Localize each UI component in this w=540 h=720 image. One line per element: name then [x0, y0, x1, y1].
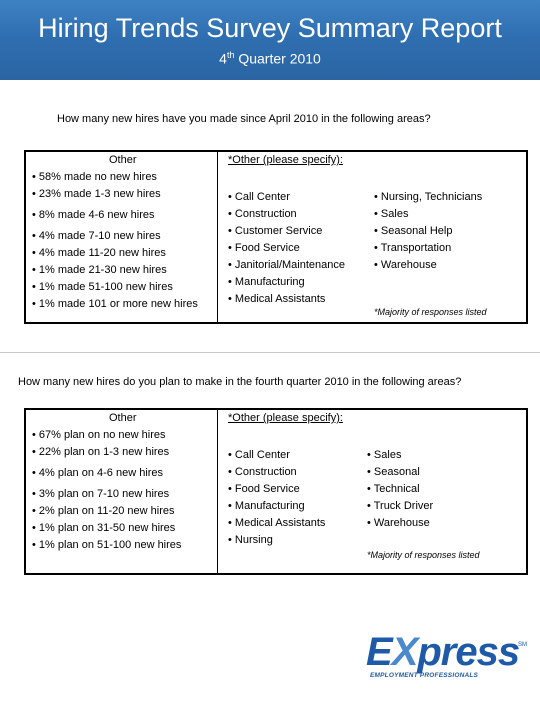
responses-column-1	[32, 152, 198, 313]
list-item: • Call Center	[228, 189, 345, 206]
logo-letters-press: press	[417, 630, 520, 674]
list-item: • Manufacturing	[228, 498, 325, 515]
list-item: • Nursing	[228, 532, 325, 549]
list-item: • Nursing, Technicians	[374, 189, 482, 206]
list-item: • Technical	[367, 481, 433, 498]
logo-wordmark	[366, 632, 519, 672]
list-item: • Manufacturing	[228, 274, 345, 291]
logo-letter-x: X	[391, 630, 418, 674]
list-item: • Call Center	[228, 447, 325, 464]
subtitle-ordinal: th	[226, 50, 235, 60]
list-item: • 4% made 11-20 new hires	[32, 245, 198, 262]
subtitle-quarter-text: Quarter 2010	[234, 50, 321, 67]
logo-tagline: EMPLOYMENT PROFESSIONALS	[370, 672, 479, 679]
plans-group-b	[32, 465, 181, 482]
list-item: • 1% plan on 31-50 new hires	[32, 520, 181, 537]
list-item: • Medical Assistants	[228, 291, 345, 308]
list-item: • 1% plan on 51-100 new hires	[32, 537, 181, 554]
report-subtitle	[0, 46, 540, 68]
list-item: • 58% made no new hires	[32, 169, 198, 186]
list-item: • 1% made 21-30 new hires	[32, 262, 198, 279]
majority-note: *Majority of responses listed	[374, 307, 487, 317]
plans-column-1	[32, 410, 181, 554]
answer-box-1	[24, 150, 528, 324]
other-list-2	[367, 447, 433, 532]
other-heading-wrap	[228, 152, 343, 169]
list-item: • Warehouse	[374, 257, 482, 274]
list-item: • Customer Service	[228, 223, 345, 240]
list-item: • 1% made 51-100 new hires	[32, 279, 198, 296]
list-item: • 22% plan on 1-3 new hires	[32, 444, 181, 461]
list-item: • 23% made 1-3 new hires	[32, 186, 198, 203]
other-heading: *Other (please specify):	[228, 154, 343, 166]
list-item: • 8% made 4-6 new hires	[32, 207, 198, 224]
answer-box-2	[24, 408, 528, 575]
responses-group-c	[32, 228, 198, 313]
column-divider	[217, 410, 218, 573]
list-item: • Janitorial/Maintenance	[228, 257, 345, 274]
logo-trademark: SM	[518, 642, 527, 648]
title-banner	[0, 0, 540, 80]
question-1: How many new hires have you made since April 2010 in the following areas?	[57, 113, 431, 125]
list-item: • Medical Assistants	[228, 515, 325, 532]
list-item: • 3% plan on 7-10 new hires	[32, 486, 181, 503]
subtitle-quarter-number: 4	[219, 50, 227, 67]
column-divider	[217, 152, 218, 322]
list-item: • 4% plan on 4-6 new hires	[32, 465, 181, 482]
question-2: How many new hires do you plan to make in the fourth quarter 2010 in the following areas?	[18, 376, 462, 388]
list-item: • Seasonal Help	[374, 223, 482, 240]
plans-group-a	[32, 427, 181, 461]
other-heading: *Other (please specify):	[228, 412, 343, 424]
plans-heading: Other	[109, 412, 137, 424]
list-item: • Sales	[367, 447, 433, 464]
list-item: • Food Service	[228, 240, 345, 257]
list-item: • Transportation	[374, 240, 482, 257]
responses-group-a	[32, 169, 198, 203]
list-item: • Truck Driver	[367, 498, 433, 515]
majority-note: *Majority of responses listed	[367, 550, 480, 560]
list-item: • Construction	[228, 206, 345, 223]
list-item: • 4% made 7-10 new hires	[32, 228, 198, 245]
list-item: • Warehouse	[367, 515, 433, 532]
other-list-1	[228, 447, 325, 549]
responses-heading: Other	[109, 154, 137, 166]
list-item: • 2% plan on 11-20 new hires	[32, 503, 181, 520]
list-item: • Construction	[228, 464, 325, 481]
report-title: Hiring Trends Survey Summary Report	[38, 13, 502, 43]
plans-group-c	[32, 486, 181, 554]
list-item: • Seasonal	[367, 464, 433, 481]
express-logo	[366, 632, 528, 682]
section-separator	[0, 352, 540, 353]
other-list-1	[228, 189, 345, 308]
other-list-2	[374, 189, 482, 274]
list-item: • 1% made 101 or more new hires	[32, 296, 198, 313]
list-item: • Food Service	[228, 481, 325, 498]
responses-group-b	[32, 207, 198, 224]
logo-letter-e: E	[366, 630, 392, 674]
list-item: • Sales	[374, 206, 482, 223]
list-item: • 67% plan on no new hires	[32, 427, 181, 444]
other-heading-wrap	[228, 410, 343, 427]
